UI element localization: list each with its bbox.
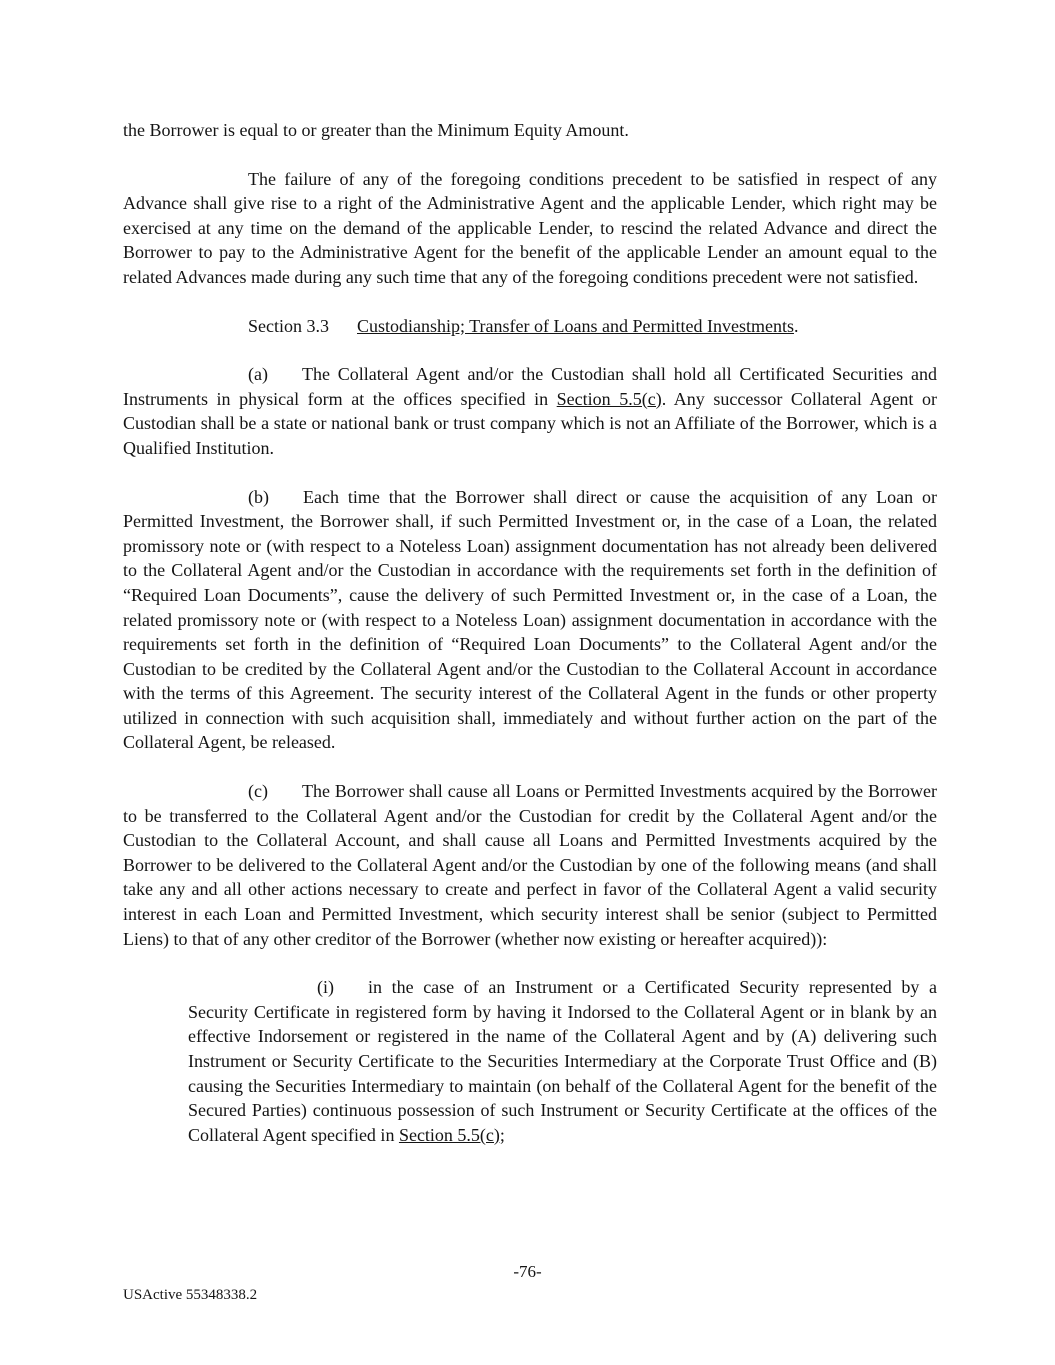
- paragraph-i-text-2: ;: [499, 1124, 505, 1145]
- document-body: [123, 118, 937, 1171]
- paragraph-c-label: (c): [248, 781, 268, 802]
- paragraph-i-text-1: in the case of an Instrument or a Certificated Security represented by a Security Certificate in registered form by having it Indorsed to the Collateral Agent or in blank by an effective Indorsement or registered in the name of the Collateral Agent and by (A) delivering such Instrument or Security Certificate to the Securities Intermediary at the Corporate Trust Office and (B) causing the Securities Intermediary to maintain (on behalf of the Collateral Agent for the benefit of the Secured Parties) continuous possession of such Instrument or Security Certificate at the offices of the Collateral Agent specified in: [188, 977, 937, 1145]
- section-3-3-heading: [123, 314, 937, 339]
- paragraph-c-text: The Borrower shall cause all Loans or Permitted Investments acquired by the Borrower to be transferred to the Collateral Agent and/or the Custodian for credit by the Collateral Agent and/or the Custodian to the Collateral Account, and shall cause all Loans and Permitted Investments acquired by the Borrower to be delivered to the Collateral Agent and/or the Custodian by one of the following means (and shall take any and all other actions necessary to create and perfect in favor of the Collateral Agent a valid security interest in each Loan and Permitted Investment, which security interest shall be senior (subject to Permitted Liens) to that of any other creditor of the Borrower (whether now existing or hereafter acquired)):: [123, 781, 937, 949]
- paragraph-failure-of-conditions: [123, 167, 937, 290]
- section-5-5c-reference: Section 5.5(c): [556, 388, 662, 409]
- document-id-footer: USActive 55348338.2: [123, 1287, 258, 1303]
- paragraph-a-text-1: The Collateral Agent and/or the Custodian shall hold all Certificated Securities and Instruments in physical form at the offices specified in: [123, 364, 937, 409]
- paragraph-b-label: (b): [248, 486, 269, 507]
- paragraph-a-text-2: . Any successor Collateral Agent or Custodian shall be a state or national bank or trust company which is not an Affiliate of the Borrower, which is a Qualified Institution.: [123, 388, 937, 458]
- section-5-5c-reference-2: Section 5.5(c): [398, 1124, 500, 1145]
- paragraph-failure-text: The failure of any of the foregoing conditions precedent to be satisfied in respect of any Advance shall give rise to a right of the Administrative Agent and the applicable Lender, which right may be exercised at any time on the demand of the applicable Lender, to rescind the related Advance and direct the Borrower to pay to the Administrative Agent for the benefit of the applicable Lender an amount equal to the related Advances made during any such time that any of the foregoing conditions precedent were not satisfied.: [123, 168, 937, 287]
- paragraph-b-text: Each time that the Borrower shall direct or cause the acquisition of any Loan or Permitted Investment, the Borrower shall, if such Permitted Investment or, in the case of a Loan, the related promissory note or (with respect to a Noteless Loan) assignment documentation has not already been delivered to the Collateral Agent and/or the Custodian in accordance with the requirements set forth in the definition of “Required Loan Documents”, cause the delivery of such Permitted Investment or, in the case of a Loan, the related promissory note or (with respect to a Noteless Loan) assignment documentation in accordance with the requirements set forth in the definition of “Required Loan Documents” to the Collateral Agent and/or the Custodian to be credited by the Collateral Agent and/or the Custodian to the Collateral Account in accordance with the terms of this Agreement. The security interest of the Collateral Agent in the funds or other property utilized in connection with such acquisition shall, immediately and without further action on the part of the Collateral Agent, be released.: [123, 486, 937, 753]
- paragraph-a: [123, 362, 937, 460]
- paragraph-continuation: [123, 118, 937, 143]
- page-number: -76-: [513, 1262, 542, 1281]
- section-title-period: .: [793, 315, 799, 336]
- paragraph-c: [123, 779, 937, 951]
- section-title: Custodianship; Transfer of Loans and Permitted Investments: [357, 315, 794, 336]
- section-number: Section 3.3: [248, 315, 329, 336]
- paragraph-i-label: (i): [317, 977, 334, 998]
- paragraph-b: [123, 485, 937, 756]
- paragraph-i: [188, 975, 937, 1147]
- paragraph-continuation-text: the Borrower is equal to or greater than the Minimum Equity Amount.: [123, 120, 629, 140]
- paragraph-a-label: (a): [248, 364, 268, 385]
